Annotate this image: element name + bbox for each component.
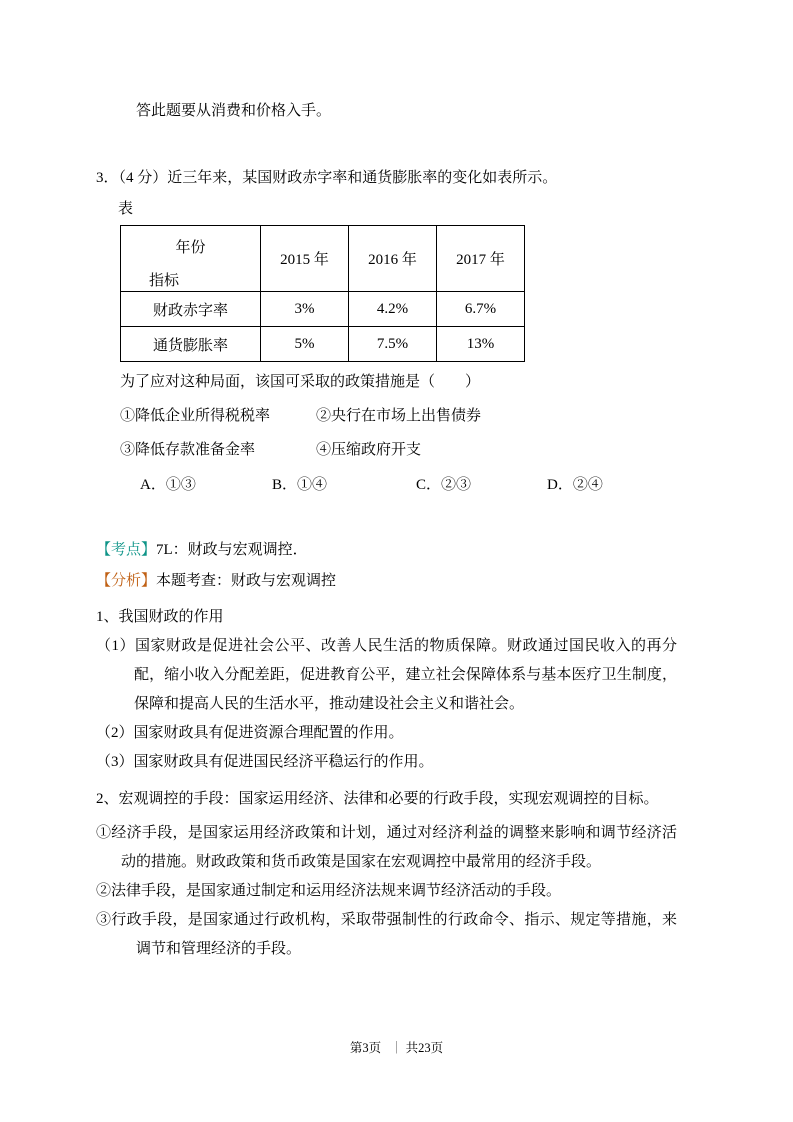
answer-option-b: B．①④ [272,477,328,493]
page-footer [0,1038,793,1056]
table-col-header-2016: 2016 年 [349,226,437,292]
table-col-header-2017: 2017 年 [437,226,525,292]
choice-line-2 [120,436,677,465]
analysis-paragraph: （1）国家财政是促进社会公平、改善人民生活的物质保障。财政通过国民收入的再分配，缩小收入分配差距，促进教育公平，建立社会保障体系与基本医疗卫生制度，保障和提高人民的生活水平，推动建设社会主义和谐社会。 [96,638,677,712]
table-cell: 5% [261,327,349,362]
answer-options-line [96,471,677,500]
corner-label-year: 年份 [175,239,206,256]
table-caption: 表 [118,201,134,217]
analysis-paragraph: 2、宏观调控的手段：国家运用经济、法律和必要的行政手段，实现宏观调控的目标。 [96,791,659,807]
analysis-paragraph: （3）国家财政具有促进国民经济平稳运行的作用。 [96,754,434,770]
table-row-deficit [121,292,525,327]
fenxi-text: 本题考查：财政与宏观调控 [156,573,337,589]
choice-item-2: ②央行在市场上出售债券 [316,408,482,424]
fenxi-line [96,567,677,596]
row-label-inflation: 通货膨胀率 [121,327,261,362]
analysis-paragraph: ①经济手段，是国家运用经济政策和计划，通过对经济利益的调整来影响和调节经济活动的措施。财政政策和货币政策是国家在宏观调控中最常用的经济手段。 [96,825,677,870]
answer-option-a: A．①③ [140,477,196,493]
analysis-paragraph: ②法律手段，是国家通过制定和运用经济法规来调节经济活动的手段。 [96,883,562,899]
table-cell: 3% [261,292,349,327]
kaodian-text: 7L：财政与宏观调控． [156,542,308,558]
kaodian-line [96,536,677,565]
footer-page-number: 第3页 [349,1041,382,1055]
table-cell: 13% [437,327,525,362]
footer-separator: ｜ [390,1041,403,1055]
answer-option-c: C．②③ [416,477,472,493]
answer-intro-text: 答此题要从消费和价格入手。 [136,103,332,119]
answer-option-d: D．②④ [547,477,603,493]
analysis-paragraph: ③行政手段，是国家通过行政机构，采取带强制性的行政命令、指示、规定等措施，来调节和管理经济的手段。 [96,912,677,957]
table-col-header-2015: 2015 年 [261,226,349,292]
question-prompt: 为了应对这种局面，该国可采取的政策措施是（ ） [120,374,481,390]
document-content [96,0,677,964]
table-header-row [121,226,525,292]
question-stem: 3．（4 分）近三年来，某国财政赤字率和通货膨胀率的变化如表所示。 [96,170,558,186]
choice-item-3: ③降低存款准备金率 [120,442,256,458]
analysis-paragraph: 1、我国财政的作用 [96,609,224,625]
table-row-inflation [121,327,525,362]
choice-item-4: ④压缩政府开支 [316,442,422,458]
table-cell: 4.2% [349,292,437,327]
choice-line-1 [120,402,677,431]
table-cell: 6.7% [437,292,525,327]
table-cell: 7.5% [349,327,437,362]
analysis-paragraph: （2）国家财政具有促进资源合理配置的作用。 [96,725,404,741]
footer-total-pages: 共23页 [405,1041,444,1055]
row-label-deficit: 财政赤字率 [121,292,261,327]
fiscal-indicator-table [120,225,525,362]
kaodian-label: 【考点】 [96,542,157,558]
fenxi-label: 【分析】 [96,573,157,589]
choice-item-1: ①降低企业所得税税率 [120,408,271,424]
table-corner-cell [121,226,261,292]
corner-label-indicator: 指标 [149,272,180,289]
